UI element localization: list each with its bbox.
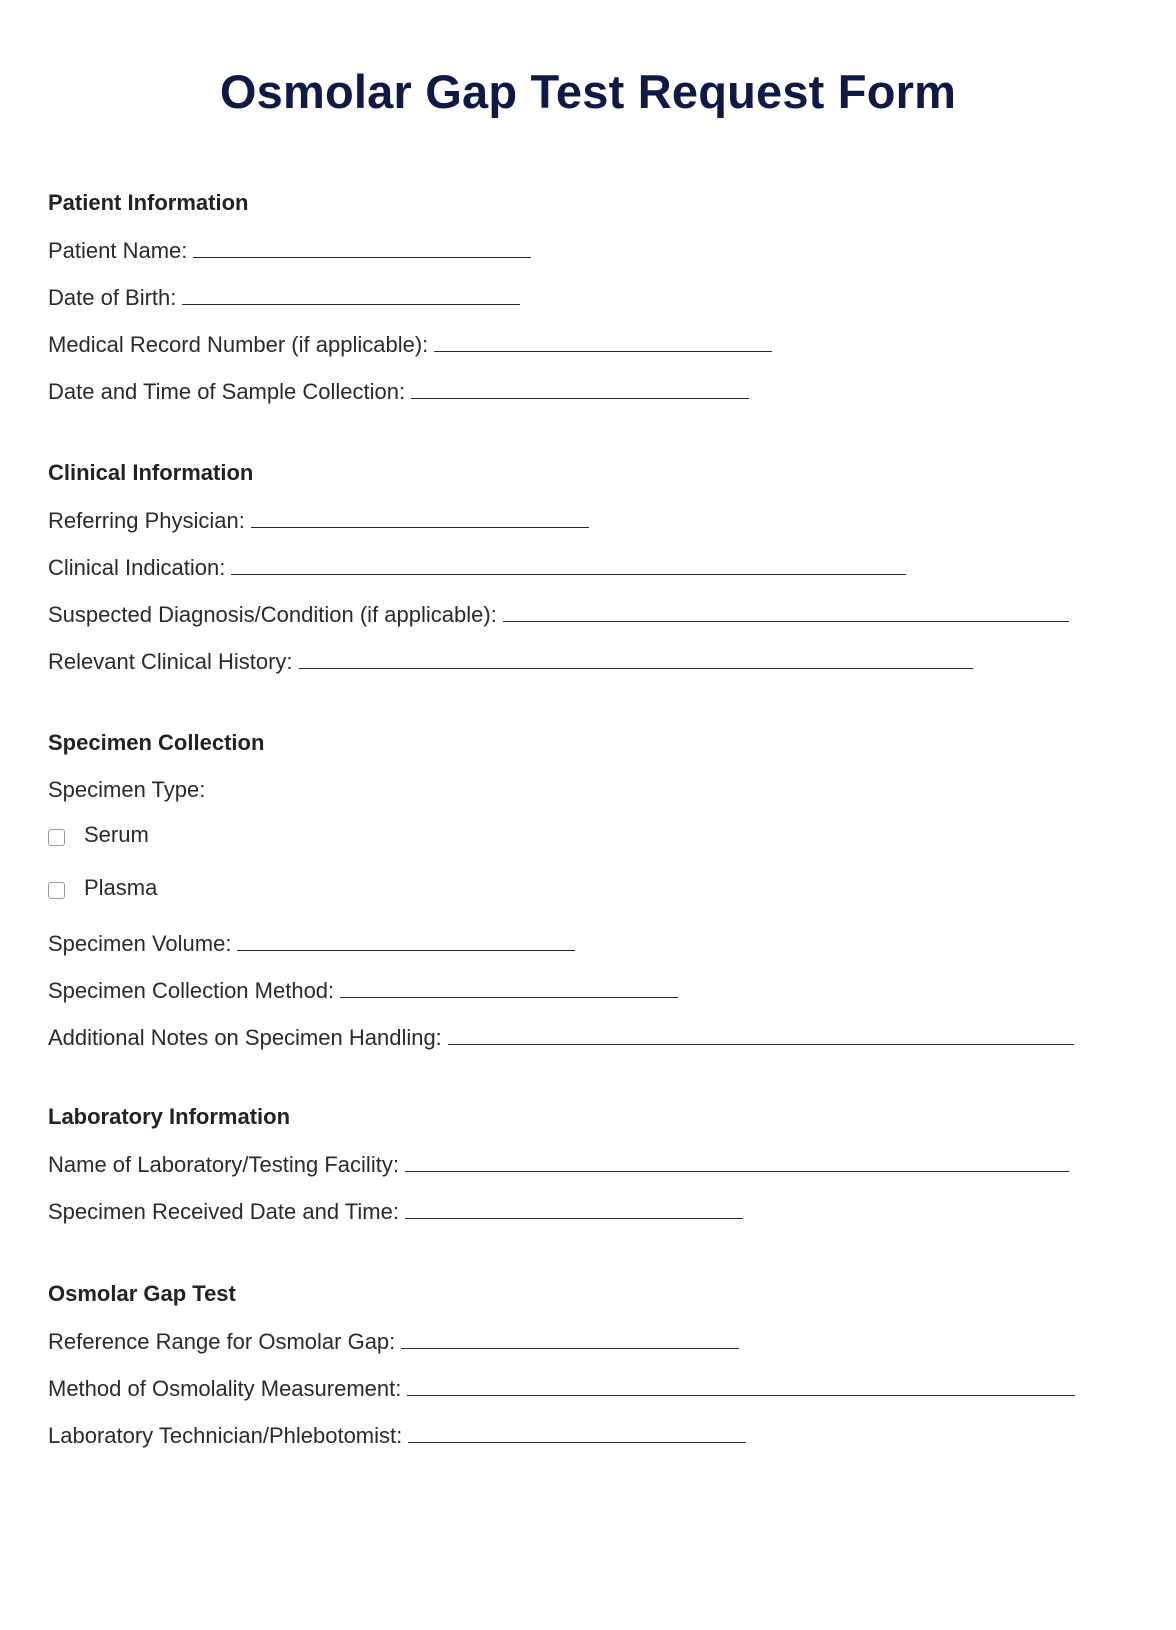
osmolality-method-input[interactable] xyxy=(407,1371,1075,1396)
specimen-collection-method-input[interactable] xyxy=(340,973,678,998)
field-label: Reference Range for Osmolar Gap: xyxy=(48,1329,396,1354)
date-of-birth-field xyxy=(48,280,1128,313)
section-heading: Clinical Information xyxy=(48,460,254,485)
laboratory-technician-field xyxy=(48,1418,1128,1451)
medical-record-number-input[interactable] xyxy=(434,327,772,352)
specimen-option-plasma[interactable] xyxy=(48,871,1128,904)
specimen-received-datetime-input[interactable] xyxy=(405,1194,743,1219)
section-patient-information xyxy=(48,186,1128,421)
sample-collection-datetime-field xyxy=(48,374,1128,407)
section-heading: Patient Information xyxy=(48,190,249,215)
section-laboratory-information xyxy=(48,1100,1128,1241)
option-label: Serum xyxy=(84,822,149,847)
section-heading: Laboratory Information xyxy=(48,1104,291,1129)
specimen-handling-notes-field xyxy=(48,1020,1128,1053)
specimen-volume-input[interactable] xyxy=(237,926,575,951)
field-label: Laboratory Technician/Phlebotomist: xyxy=(48,1423,403,1448)
specimen-type-label xyxy=(48,773,1128,806)
field-label: Patient Name: xyxy=(48,238,188,263)
specimen-option-serum[interactable] xyxy=(48,818,1128,851)
plasma-checkbox[interactable] xyxy=(48,882,65,899)
referring-physician-input[interactable] xyxy=(251,503,589,528)
field-label: Name of Laboratory/Testing Facility: xyxy=(48,1152,399,1177)
field-label: Specimen Collection Method: xyxy=(48,978,335,1003)
clinical-indication-field xyxy=(48,550,1128,583)
laboratory-name-input[interactable] xyxy=(405,1147,1069,1172)
field-label: Suspected Diagnosis/Condition (if applicable): xyxy=(48,602,497,627)
laboratory-name-field xyxy=(48,1147,1128,1180)
reference-range-input[interactable] xyxy=(401,1324,739,1349)
specimen-received-datetime-field xyxy=(48,1194,1128,1227)
specimen-handling-notes-input[interactable] xyxy=(448,1020,1074,1045)
page-title: Osmolar Gap Test Request Form xyxy=(219,65,957,118)
serum-checkbox[interactable] xyxy=(48,829,65,846)
clinical-history-field xyxy=(48,644,1128,677)
field-label: Referring Physician: xyxy=(48,508,245,533)
field-label: Clinical Indication: xyxy=(48,555,226,580)
patient-name-input[interactable] xyxy=(193,233,531,258)
section-specimen-collection xyxy=(48,726,1128,1067)
medical-record-number-field xyxy=(48,327,1128,360)
section-heading: Specimen Collection xyxy=(48,730,265,755)
field-label: Specimen Type: xyxy=(48,777,206,802)
suspected-diagnosis-input[interactable] xyxy=(503,597,1069,622)
field-label: Date of Birth: xyxy=(48,285,177,310)
field-label: Medical Record Number (if applicable): xyxy=(48,332,429,357)
clinical-indication-input[interactable] xyxy=(231,550,906,575)
field-label: Date and Time of Sample Collection: xyxy=(48,379,406,404)
laboratory-technician-input[interactable] xyxy=(408,1418,746,1443)
section-osmolar-gap-test xyxy=(48,1277,1128,1465)
specimen-collection-method-field xyxy=(48,973,1128,1006)
field-label: Specimen Received Date and Time: xyxy=(48,1199,399,1224)
patient-name-field xyxy=(48,233,1128,266)
osmolality-method-field xyxy=(48,1371,1128,1404)
date-of-birth-input[interactable] xyxy=(182,280,520,305)
field-label: Method of Osmolality Measurement: xyxy=(48,1376,402,1401)
specimen-volume-field xyxy=(48,926,1128,959)
field-label: Specimen Volume: xyxy=(48,931,232,956)
suspected-diagnosis-field xyxy=(48,597,1128,630)
section-clinical-information xyxy=(48,456,1128,691)
field-label: Additional Notes on Specimen Handling: xyxy=(48,1025,442,1050)
reference-range-field xyxy=(48,1324,1128,1357)
section-heading: Osmolar Gap Test xyxy=(48,1281,236,1306)
sample-collection-datetime-input[interactable] xyxy=(411,374,749,399)
referring-physician-field xyxy=(48,503,1128,536)
field-label: Relevant Clinical History: xyxy=(48,649,293,674)
option-label: Plasma xyxy=(84,875,158,900)
clinical-history-input[interactable] xyxy=(299,644,973,669)
